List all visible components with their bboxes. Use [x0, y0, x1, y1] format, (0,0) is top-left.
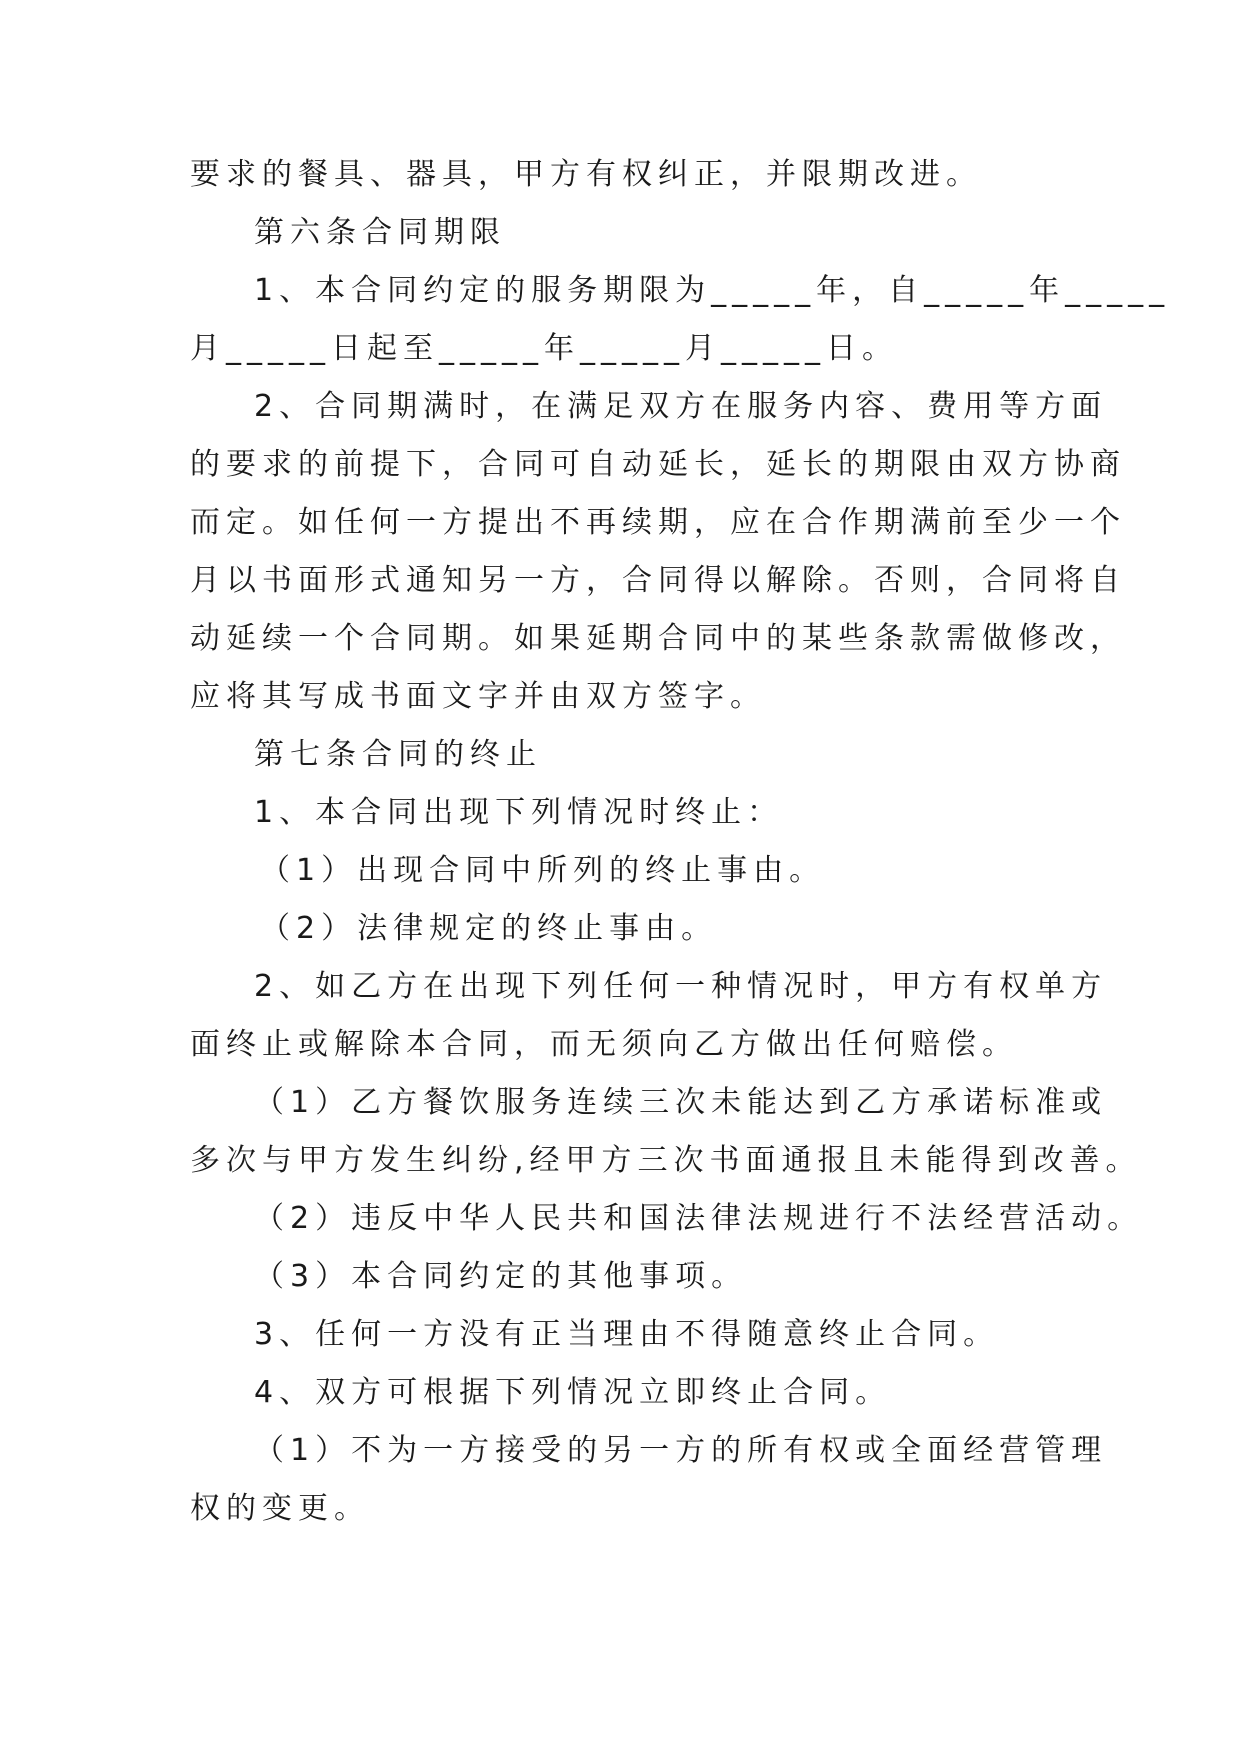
- paragraph-line: 应将其写成书面文字并由双方签字。: [190, 679, 766, 714]
- paragraph-line: 多次与甲方发生纠纷,经甲方三次书面通报且未能得到改善。: [190, 1143, 1142, 1178]
- paragraph-line: 4、双方可根据下列情况立即终止合同。: [254, 1375, 892, 1410]
- list-item: （1）乙方餐饮服务连续三次未能达到乙方承诺标准或: [254, 1085, 1108, 1120]
- paragraph-line: 1、本合同约定的服务期限为_____年，自_____年_____: [254, 273, 1171, 308]
- paragraph-line: 月_____日起至_____年_____月_____日。: [190, 331, 898, 366]
- list-item: （2）法律规定的终止事由。: [260, 911, 718, 946]
- contract-body: [190, 146, 1171, 1538]
- paragraph-line: 3、任何一方没有正当理由不得随意终止合同。: [254, 1317, 1000, 1352]
- list-item: （1）出现合同中所列的终止事由。: [260, 853, 826, 888]
- section-heading: 第六条合同期限: [254, 215, 506, 250]
- paragraph-line: 1、本合同出现下列情况时终止：: [254, 795, 784, 830]
- paragraph-line: 月以书面形式通知另一方，合同得以解除。否则，合同将自: [190, 563, 1126, 598]
- section-heading: 第七条合同的终止: [254, 737, 542, 772]
- paragraph-line: 动延续一个合同期。如果延期合同中的某些条款需做修改，: [190, 621, 1126, 656]
- paragraph-line: 要求的餐具、器具，甲方有权纠正，并限期改进。: [190, 157, 982, 192]
- paragraph-line: 而定。如任何一方提出不再续期，应在合作期满前至少一个: [190, 505, 1126, 540]
- paragraph-line: 2、如乙方在出现下列任何一种情况时，甲方有权单方: [254, 969, 1108, 1004]
- paragraph-line: 2、合同期满时，在满足双方在服务内容、费用等方面: [254, 389, 1108, 424]
- paragraph-line: 的要求的前提下，合同可自动延长，延长的期限由双方协商: [190, 447, 1126, 482]
- paragraph-line: 面终止或解除本合同，而无须向乙方做出任何赔偿。: [190, 1027, 1018, 1062]
- list-item: （2）违反中华人民共和国法律法规进行不法经营活动。: [254, 1201, 1144, 1236]
- paragraph-line: 权的变更。: [190, 1491, 370, 1526]
- list-item: （1）不为一方接受的另一方的所有权或全面经营管理: [254, 1433, 1108, 1468]
- list-item: （3）本合同约定的其他事项。: [254, 1259, 748, 1294]
